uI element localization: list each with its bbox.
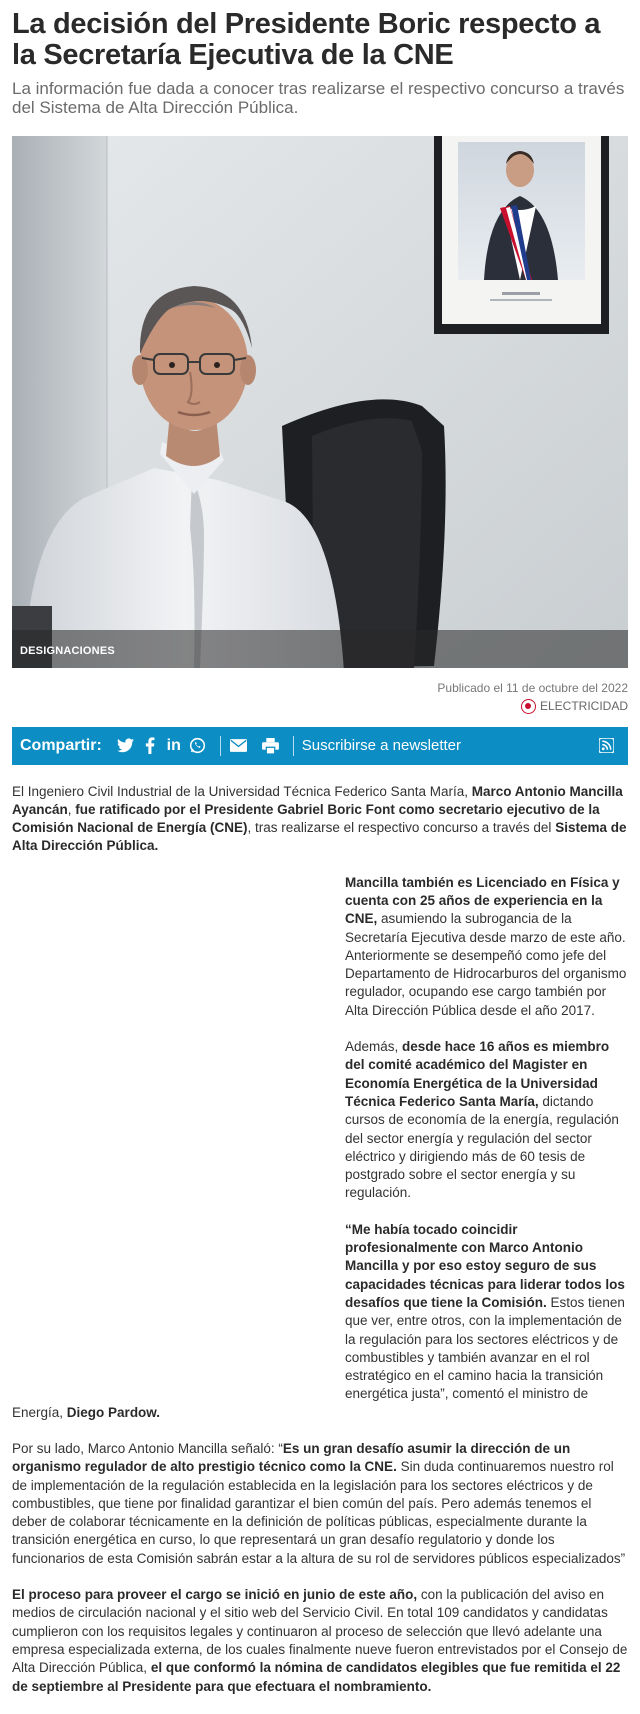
publish-date: Publicado el 11 de octubre del 2022 [437, 681, 628, 695]
bold-text: Es un gran desafío asumir la dirección de un organismo regulador de alto prestigio técnico como la CNE. [12, 1441, 571, 1475]
text: asumiendo la subrogancia de la Secretaría Ejecutiva desde marzo de este año. Anteriormente se desempeñó como jefe del Departamento de Hidrocarburos del organismo regulador, ocupando ese cargo también por Alta Dirección Pública desde el año 2017. [345, 911, 627, 1018]
bold-text: el que conformó la nómina de candidatos elegibles que fue remitida el 22 de septiembre al Presidente para que efectuara el nombramiento. [12, 1660, 621, 1694]
article-title: La decisión del Presidente Boric respecto a la Secretaría Ejecutiva de la CNE [12, 8, 601, 71]
article-subtitle: La información fue dada a conocer tras realizarse el respectivo concurso a través del Sistema de Alta Dirección Pública. [12, 79, 625, 117]
bold-text: fue ratificado por el Presidente Gabriel Boric Font como secretario ejecutivo de la Comisión Nacional de Energía (CNE) [12, 801, 600, 836]
paragraph-6 [12, 1586, 628, 1696]
text: , tras realizarse el respectivo concurso a través del [247, 820, 556, 836]
whatsapp-icon[interactable] [188, 736, 208, 756]
bold-text: El proceso para proveer el cargo se inició en junio de este año, [12, 1587, 418, 1603]
divider [293, 736, 294, 756]
article-body [12, 783, 628, 1696]
share-label: Compartir: [20, 736, 102, 754]
text: Sin duda continuaremos nuestro rol de implementación de la regulación establecida en la legislación para los sectores eléctricos y de combustibles, que tiene por finalidad garantizar el bien común del país. Pero además tenemos el deber de colaborar técnicamente en la definición de políticas públicas, especialmente durante la transición energética en curso, lo que representará un gran desafío regulatorio y donde los funcionarios de esta Comisión sabrán estar a la altura de su rol de servidores públicos especializados” [12, 1459, 626, 1566]
section-tag[interactable]: DESIGNACIONES [20, 645, 115, 657]
email-icon[interactable] [229, 736, 249, 756]
divider [220, 736, 221, 756]
bold-text: Sistema de Alta Dirección Pública. [12, 820, 627, 854]
print-icon[interactable] [261, 736, 281, 756]
twitter-icon[interactable] [116, 736, 136, 756]
text: , [67, 801, 76, 817]
bold-text: Mancilla también es Licenciado en Física y cuenta con 25 años de experiencia en la CNE, [345, 874, 620, 927]
hero-photo [12, 136, 628, 668]
bold-text: desde hace 16 años es miembro del comité académico del Magister en Economía Energética de la Universidad Técnica Federico Santa María, [345, 1039, 610, 1109]
text: dictando cursos de economía de la energía, regulación del sector energía y regulación del sector eléctrico y dirigiendo más de 60 tesis de postgrado sobre el sector energía y su regulación. [345, 1093, 619, 1201]
paragraph-5 [12, 1440, 628, 1568]
text: Además, [345, 1039, 403, 1055]
newsletter-link[interactable]: Suscribirse a newsletter [301, 737, 462, 754]
text: Estos tienen que ver, entre otros, con la implementación de la regulación para los sectores eléctricos y de combustibles y también avanzar en el rol estratégico en el camino hacia la transición energética justa”, comentó el ministro de Energía, [12, 1294, 625, 1420]
bold-text: “Me había tocado coincidir profesionalmente con Marco Antonio Mancilla y por eso estoy seguro de sus capacidades técnicas para liderar todos los desafíos que tiene la Comisión. [345, 1221, 625, 1310]
text: Por su lado, Marco Antonio Mancilla señaló: “ [12, 1441, 283, 1456]
share-bar [12, 727, 628, 765]
text: El Ingeniero Civil Industrial de la Universidad Técnica Federico Santa María, [12, 783, 472, 799]
linkedin-icon[interactable]: in [166, 736, 181, 754]
paragraph-1 [12, 783, 628, 856]
hero-image [12, 136, 628, 668]
facebook-icon[interactable] [140, 736, 160, 756]
category-link[interactable] [521, 698, 628, 715]
embedded-media-space [12, 874, 345, 1386]
text: con la publicación del aviso en medios de circulación nacional y el sitio web del Servicio Civil. En total 109 candidatos y candidatas cumplieron con los requisitos legales y continuaron al proceso de selección que llevó adelante una empresa especializada externa, de los cuales finalmente nueve fueron entrevistados por el Consejo de Alta Dirección Pública, [12, 1587, 628, 1676]
category-icon [521, 699, 536, 714]
bold-text: Diego Pardow. [66, 1404, 161, 1420]
article-meta [12, 680, 628, 715]
category-label[interactable]: ELECTRICIDAD [539, 698, 628, 713]
bold-text: Marco Antonio Mancilla Ayancán [12, 783, 623, 817]
rss-icon[interactable] [596, 736, 616, 756]
